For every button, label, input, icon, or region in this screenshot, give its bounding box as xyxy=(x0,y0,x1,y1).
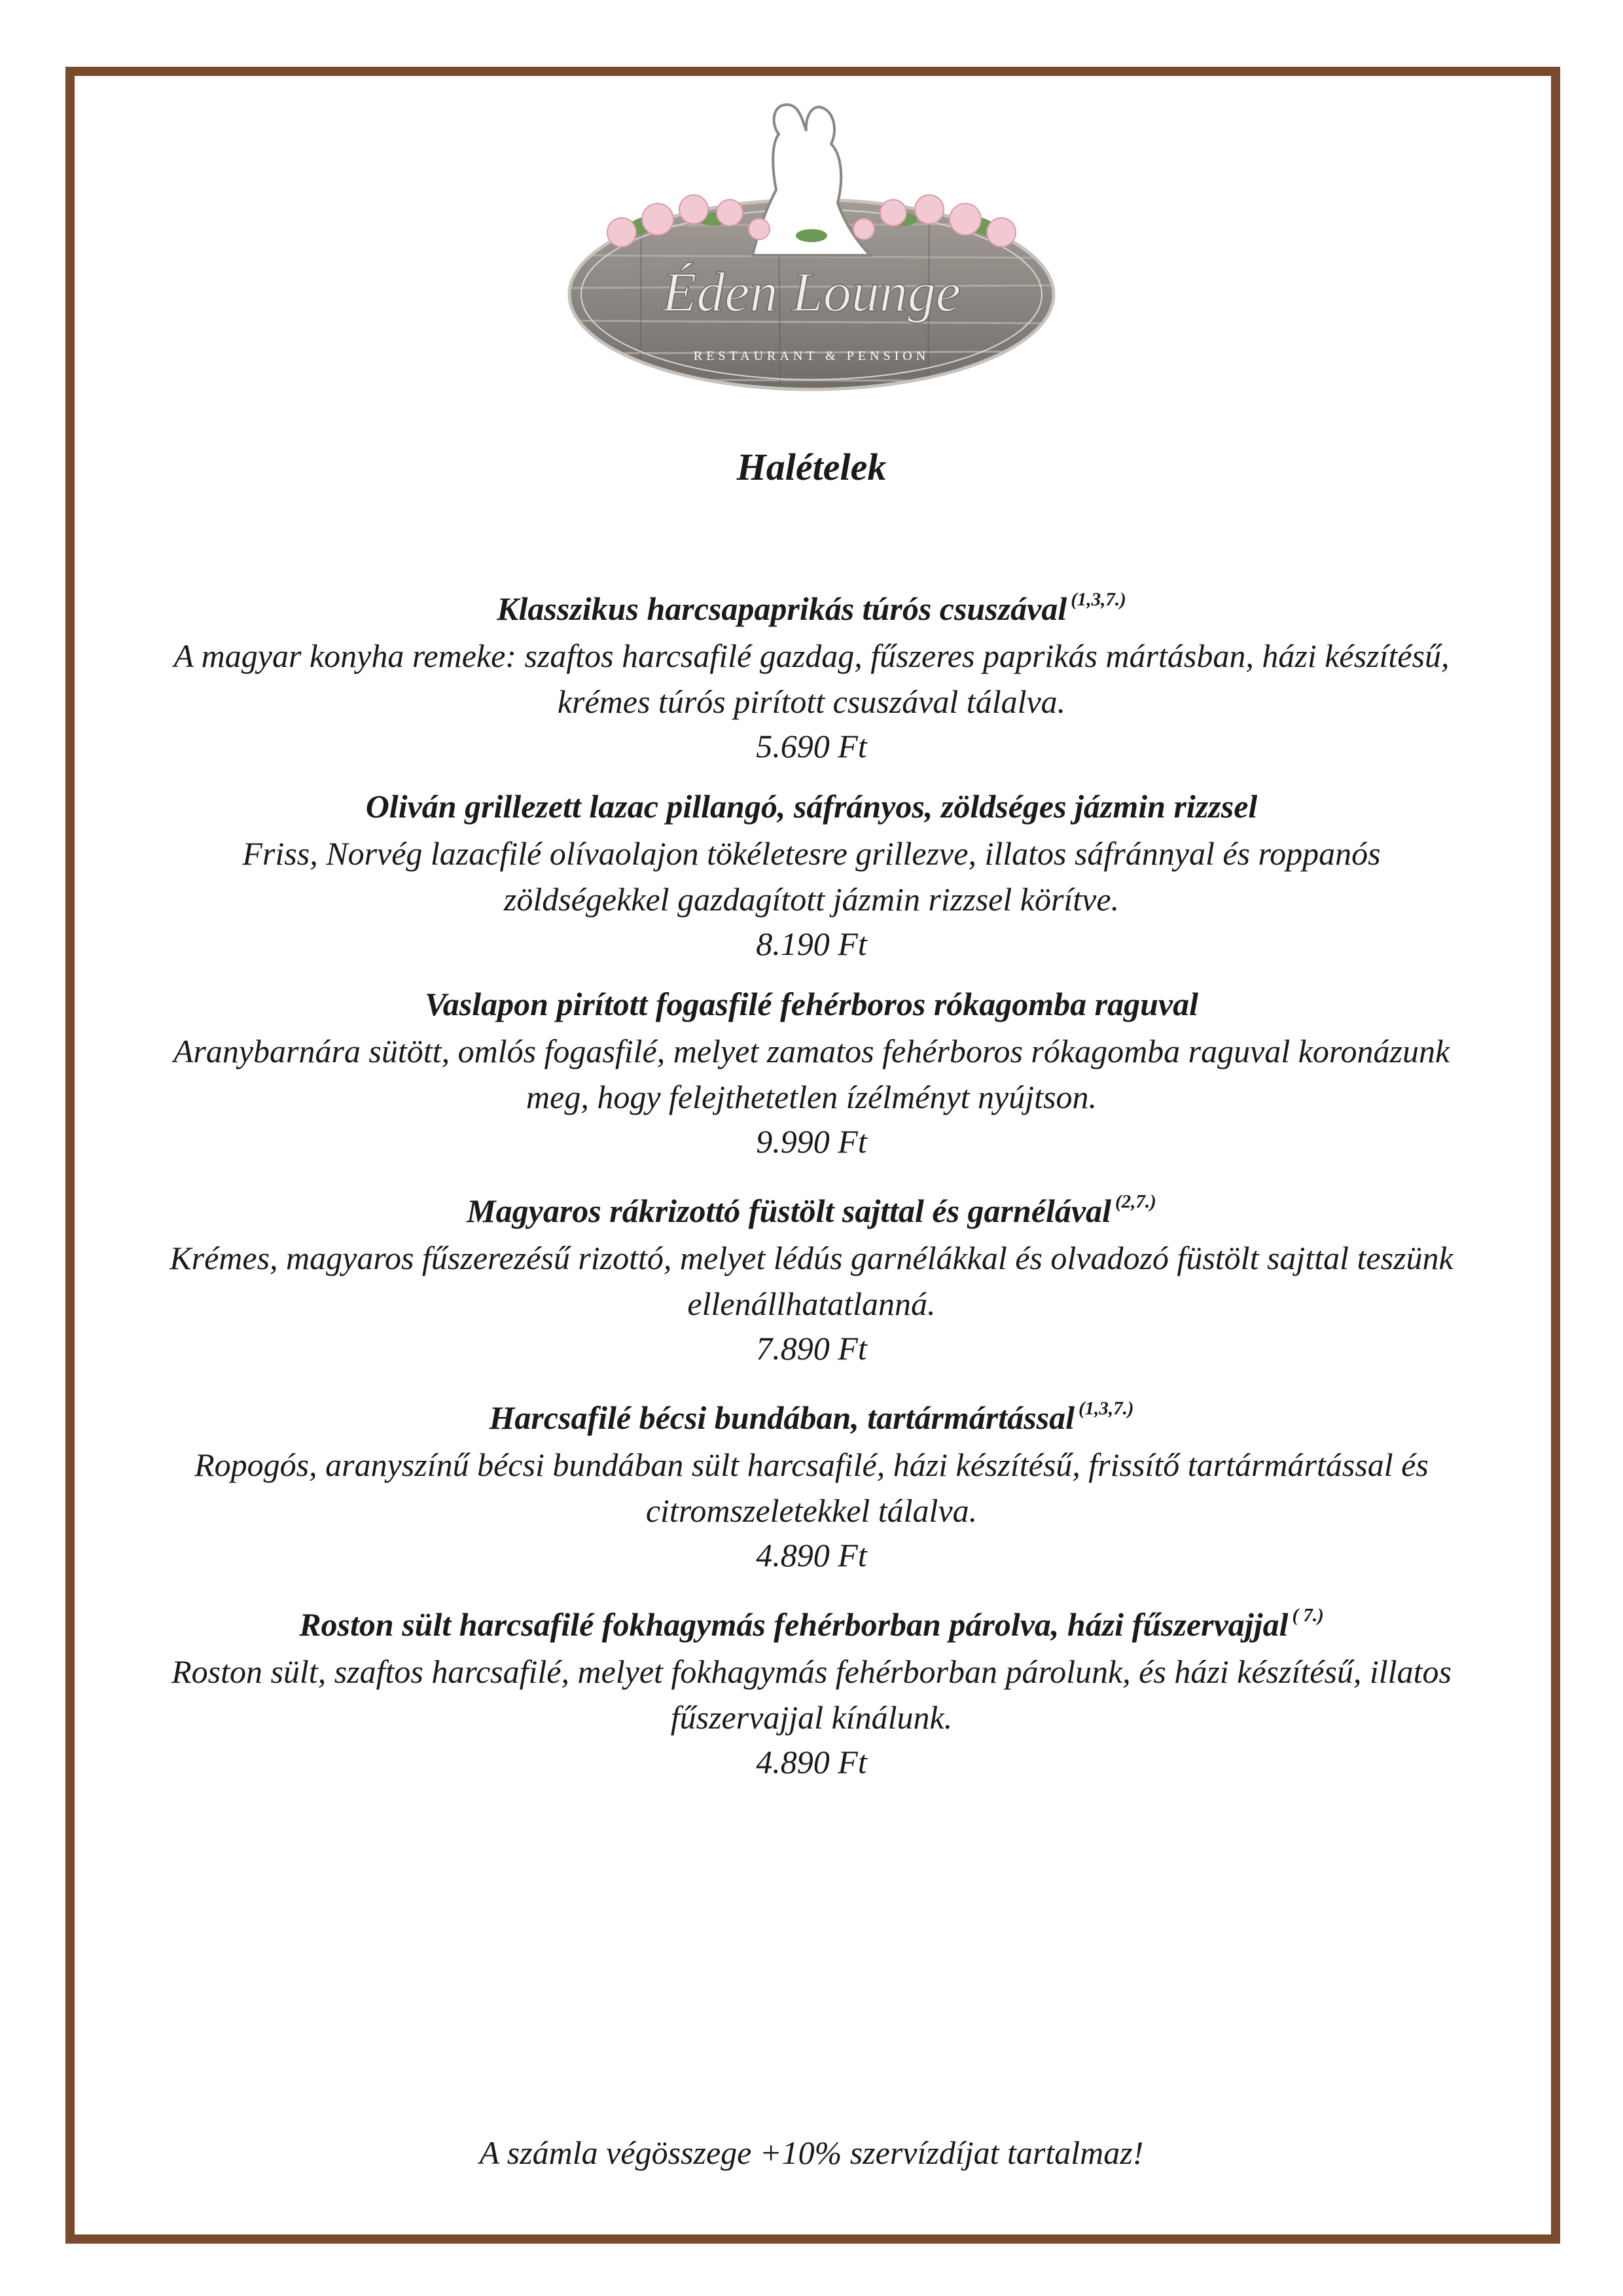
dish-description: Ropogós, aranyszínű bécsi bundában sült harcsafilé, házi készítésű, frissítő tartármártással és citromszeletekkel tálalva. xyxy=(194,1446,1429,1529)
dish-name: Vaslapon pirított fogasfilé fehérboros rókagomba raguval xyxy=(424,986,1199,1022)
dish-name: Klasszikus harcsapaprikás túrós csuszával $^{(1,3,7.)}$ xyxy=(497,589,1126,627)
dish-item xyxy=(164,984,1459,1163)
dish-allergens: (1,3,7.) xyxy=(1078,1398,1134,1419)
dish-price: 7.890 Ft xyxy=(756,1330,867,1367)
dish-name: Magyaros rákrizottó füstölt sajttal és garnélával $^{(2,7.)}$ xyxy=(467,1191,1156,1229)
dish-item xyxy=(164,1388,1459,1577)
dish-description: Krémes, magyaros fűszerezésű rizottó, melyet lédús garnélákkal és olvadozó füstölt sajttal teszünk ellenállhatatlanná. xyxy=(169,1240,1454,1322)
logo-subtitle: RESTAURANT & PENSION xyxy=(693,349,930,363)
dish-description: Friss, Norvég lazacfilé olívaolajon tökéletesre grillezve, illatos sáfránnyal és roppanós zöldségekkel gazdagított jázmin rizzsel körítve. xyxy=(242,835,1381,918)
dish-price: 8.190 Ft xyxy=(756,925,867,962)
dish-name: Oliván grillezett lazac pillangó, sáfrányos, zöldséges jázmin rizzsel xyxy=(365,788,1258,825)
logo-name: Éden Lounge xyxy=(662,260,961,323)
dish-description: Roston sült, szaftos harcsafilé, melyet fokhagymás fehérborban párolunk, és házi készítésű, illatos fűszervajjal kínálunk. xyxy=(171,1653,1452,1736)
dish-item xyxy=(164,579,1459,768)
page-title: Halételek xyxy=(736,446,887,488)
dish-name: Harcsafilé bécsi bundában, tartármártással $^{(1,3,7.)}$ xyxy=(489,1398,1134,1436)
dish-item xyxy=(164,1595,1459,1784)
dish-price: 4.890 Ft xyxy=(756,1537,867,1573)
dish-allergens: (2,7.) xyxy=(1115,1191,1156,1212)
dish-description: Aranybarnára sütött, omlós fogasfilé, melyet zamatos fehérboros rókagomba raguval koronázunk meg, hogy felejthetetlen ízélményt nyújtson. xyxy=(173,1033,1450,1115)
service-charge-note: A számla végösszege +10% szervízdíjat tartalmaz! xyxy=(479,2134,1144,2171)
restaurant-logo xyxy=(563,98,1060,399)
dish-price: 5.690 Ft xyxy=(756,728,867,764)
dish-allergens: (1,3,7.) xyxy=(1071,589,1126,610)
dish-description: A magyar konyha remeke: szaftos harcsafilé gazdag, fűszeres paprikás mártásban, házi készítésű, krémes túrós pirított csuszával tálalva. xyxy=(173,637,1450,720)
dish-item xyxy=(164,1181,1459,1370)
dish-price: 4.890 Ft xyxy=(756,1744,867,1780)
dish-item xyxy=(164,786,1459,965)
dish-allergens: ( 7.) xyxy=(1292,1605,1324,1626)
dish-name: Roston sült harcsafilé fokhagymás fehérborban párolva, házi fűszervajjal $^{( 7.)}$ xyxy=(299,1605,1324,1643)
dish-price: 9.990 Ft xyxy=(756,1123,867,1160)
dish-list xyxy=(164,579,1459,1802)
